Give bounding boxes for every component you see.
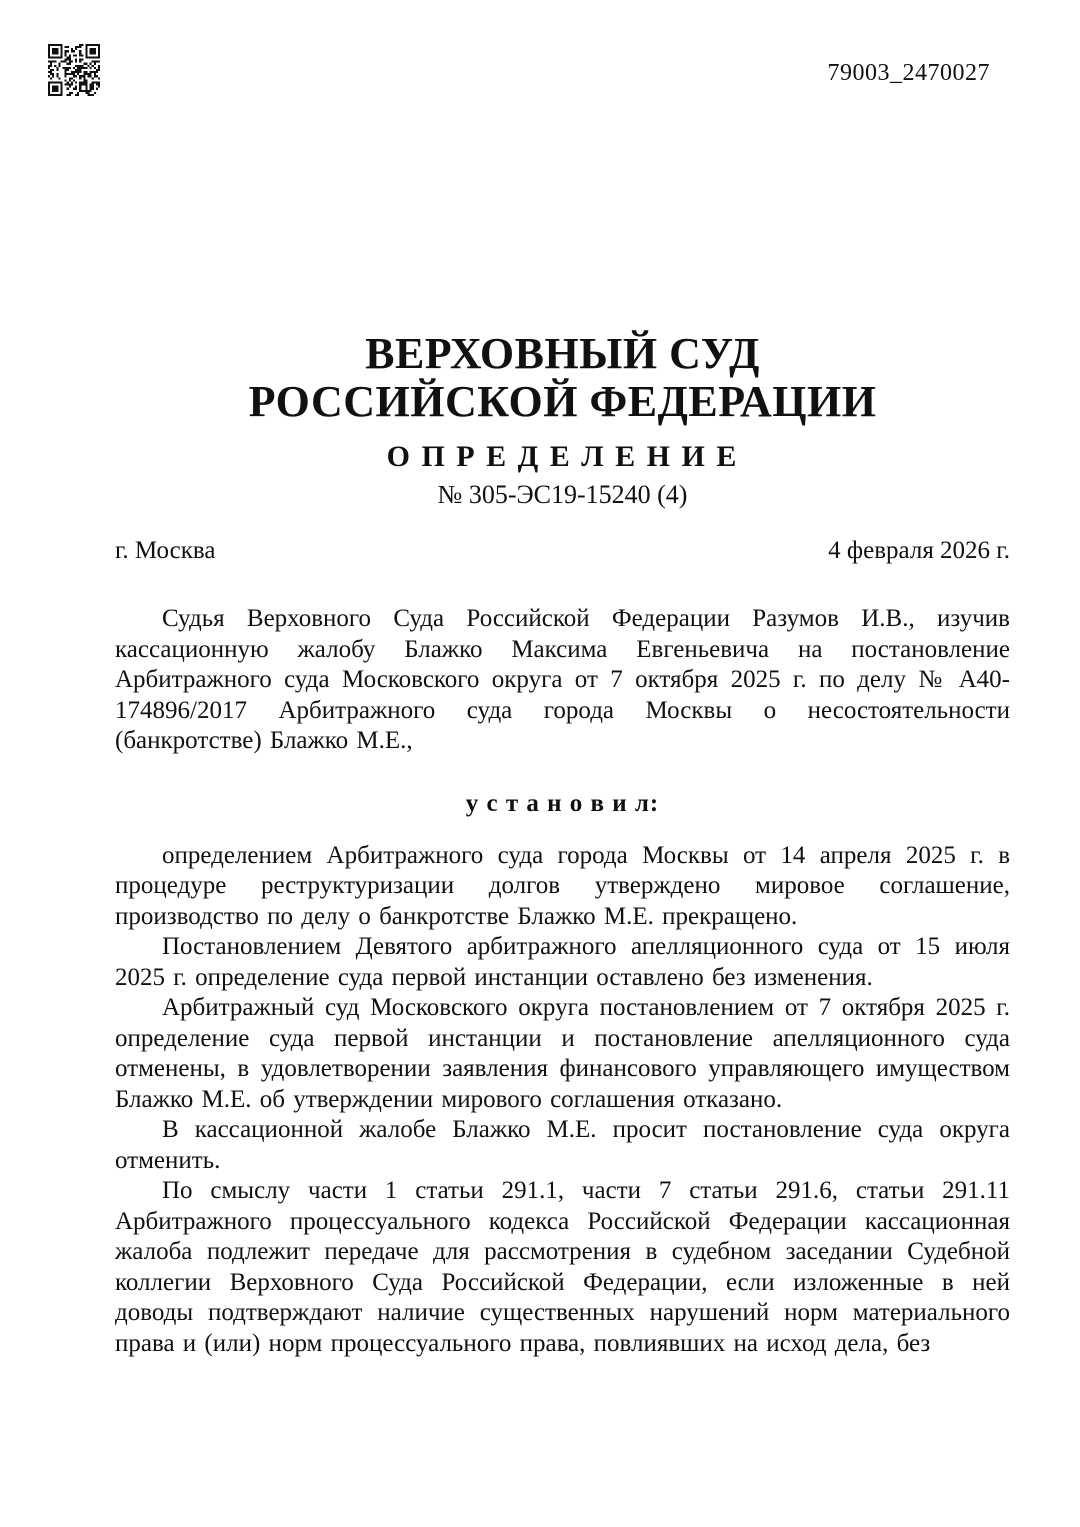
date-label: 4 февраля 2026 г. [828,537,1010,564]
document-content [0,330,1080,1359]
document-type-heading: О П Р Е Д Е Л Е Н И Е [386,440,739,473]
body-paragraph: По смыслу части 1 статьи 291.1, части 7 статьи 291.6, статьи 291.11 Арбитражного процессуального кодекса Российской Федерации кассационная жалоба подлежит передаче для рассмотрения в судебном заседании Судебной коллегии Верховного Суда Российской Федерации, если изложенные в ней доводы подтверждают наличие существенных нарушений норм материального права и (или) норм процессуального права, повлиявших на исход дела, без [115,1177,1010,1357]
court-name-line2: РОССИЙСКОЙ ФЕДЕРАЦИИ [248,377,877,426]
ruling-heading: у с т а н о в и л: [465,789,660,817]
body-paragraph: В кассационной жалобе Блажко М.Е. просит постановление суда округа отменить. [115,1116,1010,1174]
place-label: г. Москва [115,537,216,564]
title-block [115,330,1010,510]
body-paragraph: определением Арбитражного суда города Москвы от 14 апреля 2025 г. в процедуре реструктуризации долгов утверждено мировое соглашение, производство по делу о банкротстве Блажко М.Е. прекращено. [115,841,1010,930]
intro-paragraph: Судья Верховного Суда Российской Федерации Разумов И.В., изучив кассационную жалобу Блажко Максима Евгеньевича на постановление Арбитражного суда Московского округа от 7 октября 2025 г. по делу № А40-174896/2017 Арбитражного суда города Москвы о несостоятельности (банкротстве) Блажко М.Е., [115,605,1010,754]
body-paragraph: Постановлением Девятого арбитражного апелляционного суда от 15 июля 2025 г. определение суда первой инстанции оставлено без изменения. [115,933,1010,991]
document-id: 79003_2470027 [827,60,990,86]
document-body [115,841,1010,1360]
court-name-line1: ВЕРХОВНЫЙ СУД [365,329,760,378]
qr-code-icon [48,44,100,96]
place-date-row [115,536,1010,566]
body-paragraph: Арбитражный суд Московского округа постановлением от 7 октября 2025 г. определение суда первой инстанции и постановление апелляционного суда отменены, в удовлетворении заявления финансового управляющего имуществом Блажко М.Е. об утверждении мирового соглашения отказано. [115,994,1010,1113]
case-number: № 305-ЭС19-15240 (4) [437,480,688,509]
